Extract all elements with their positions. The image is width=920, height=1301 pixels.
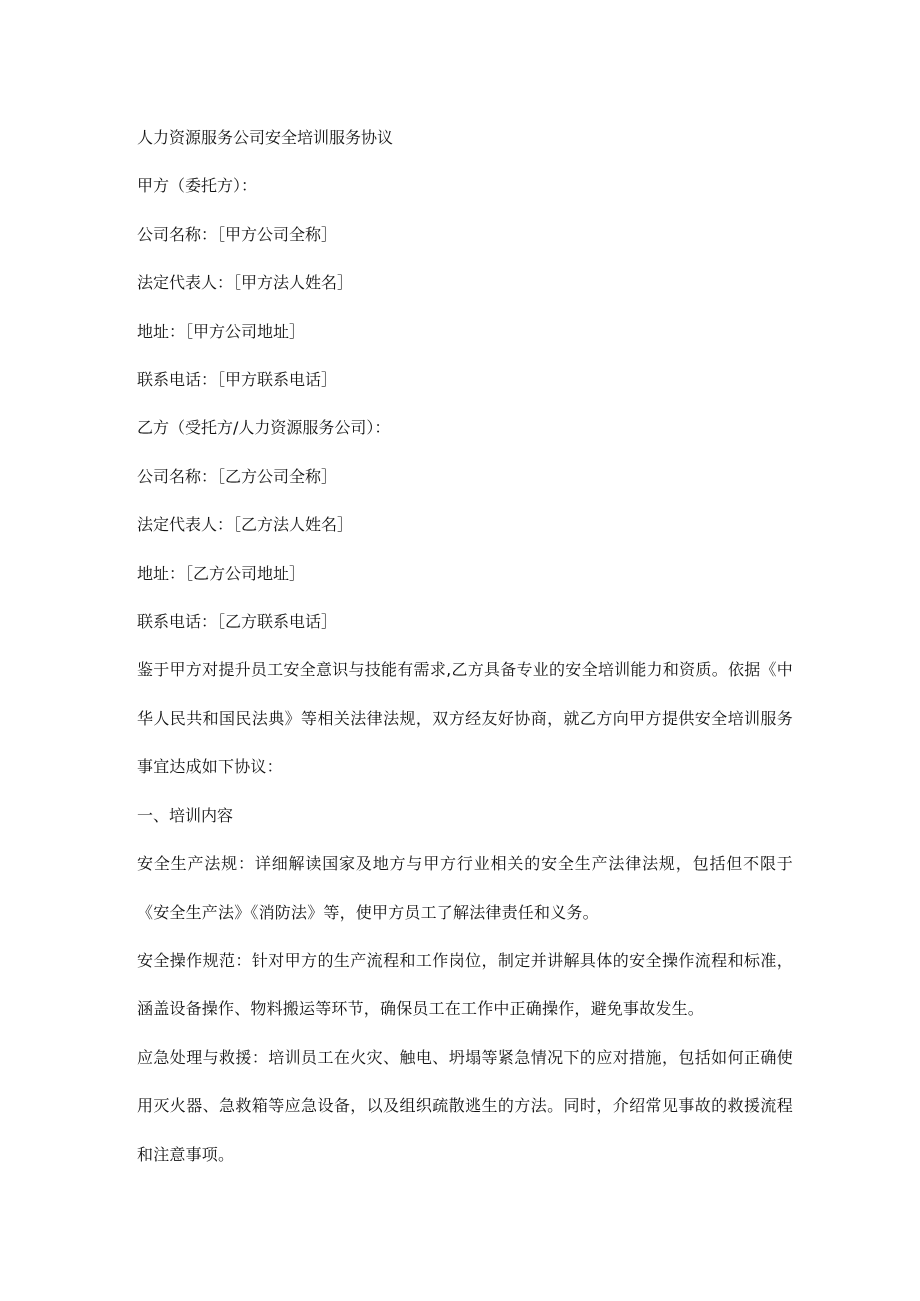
section-1-item-operation-rules: 安全操作规范：针对甲方的生产流程和工作岗位，制定并讲解具体的安全操作流程和标准，涵盖设备操作、物料搬运等环节，确保员工在工作中正确操作，避免事故发生。	[137, 950, 793, 1019]
document-page	[137, 114, 793, 1179]
section-1-item-emergency-response: 应急处理与救援：培训员工在火灾、触电、坍塌等紧急情况下的应对措施，包括如何正确使用灭火器、急救箱等应急设备，以及组织疏散逃生的方法。同时，介绍常见事故的救援流程和注意事项。	[137, 1047, 793, 1164]
document-title: 人力资源服务公司安全培训服务协议	[137, 128, 394, 147]
party-b-heading: 乙方（受托方/人力资源服务公司）：	[137, 418, 391, 438]
party-b-address: 地址：［乙方公司地址］	[137, 563, 306, 583]
party-b-phone: 联系电话：［乙方联系电话］	[137, 612, 338, 632]
section-1-item-safety-law: 安全生产法规：详细解读国家及地方与甲方行业相关的安全生产法律法规，包括但不限于《安全生产法》《消防法》等，使甲方员工了解法律责任和义务。	[137, 854, 793, 922]
preamble-paragraph: 鉴于甲方对提升员工安全意识与技能有需求,乙方具备专业的安全培训能力和资质。依据《中华人民共和国民法典》等相关法律法规，双方经友好协商，就乙方向甲方提供安全培训服务事宜达成如下协议：	[137, 660, 793, 777]
party-b-legal-rep: 法定代表人：［乙方法人姓名］	[137, 515, 354, 535]
party-b-company: 公司名称：［乙方公司全称］	[137, 466, 338, 486]
party-a-heading: 甲方（委托方）：	[137, 176, 258, 196]
section-1-heading: 一、培训内容	[137, 805, 234, 825]
party-a-legal-rep: 法定代表人：［甲方法人姓名］	[137, 273, 354, 293]
party-a-phone: 联系电话：［甲方联系电话］	[137, 370, 338, 390]
party-a-address: 地址：［甲方公司地址］	[137, 321, 306, 341]
party-a-company: 公司名称：［甲方公司全称］	[137, 224, 338, 244]
